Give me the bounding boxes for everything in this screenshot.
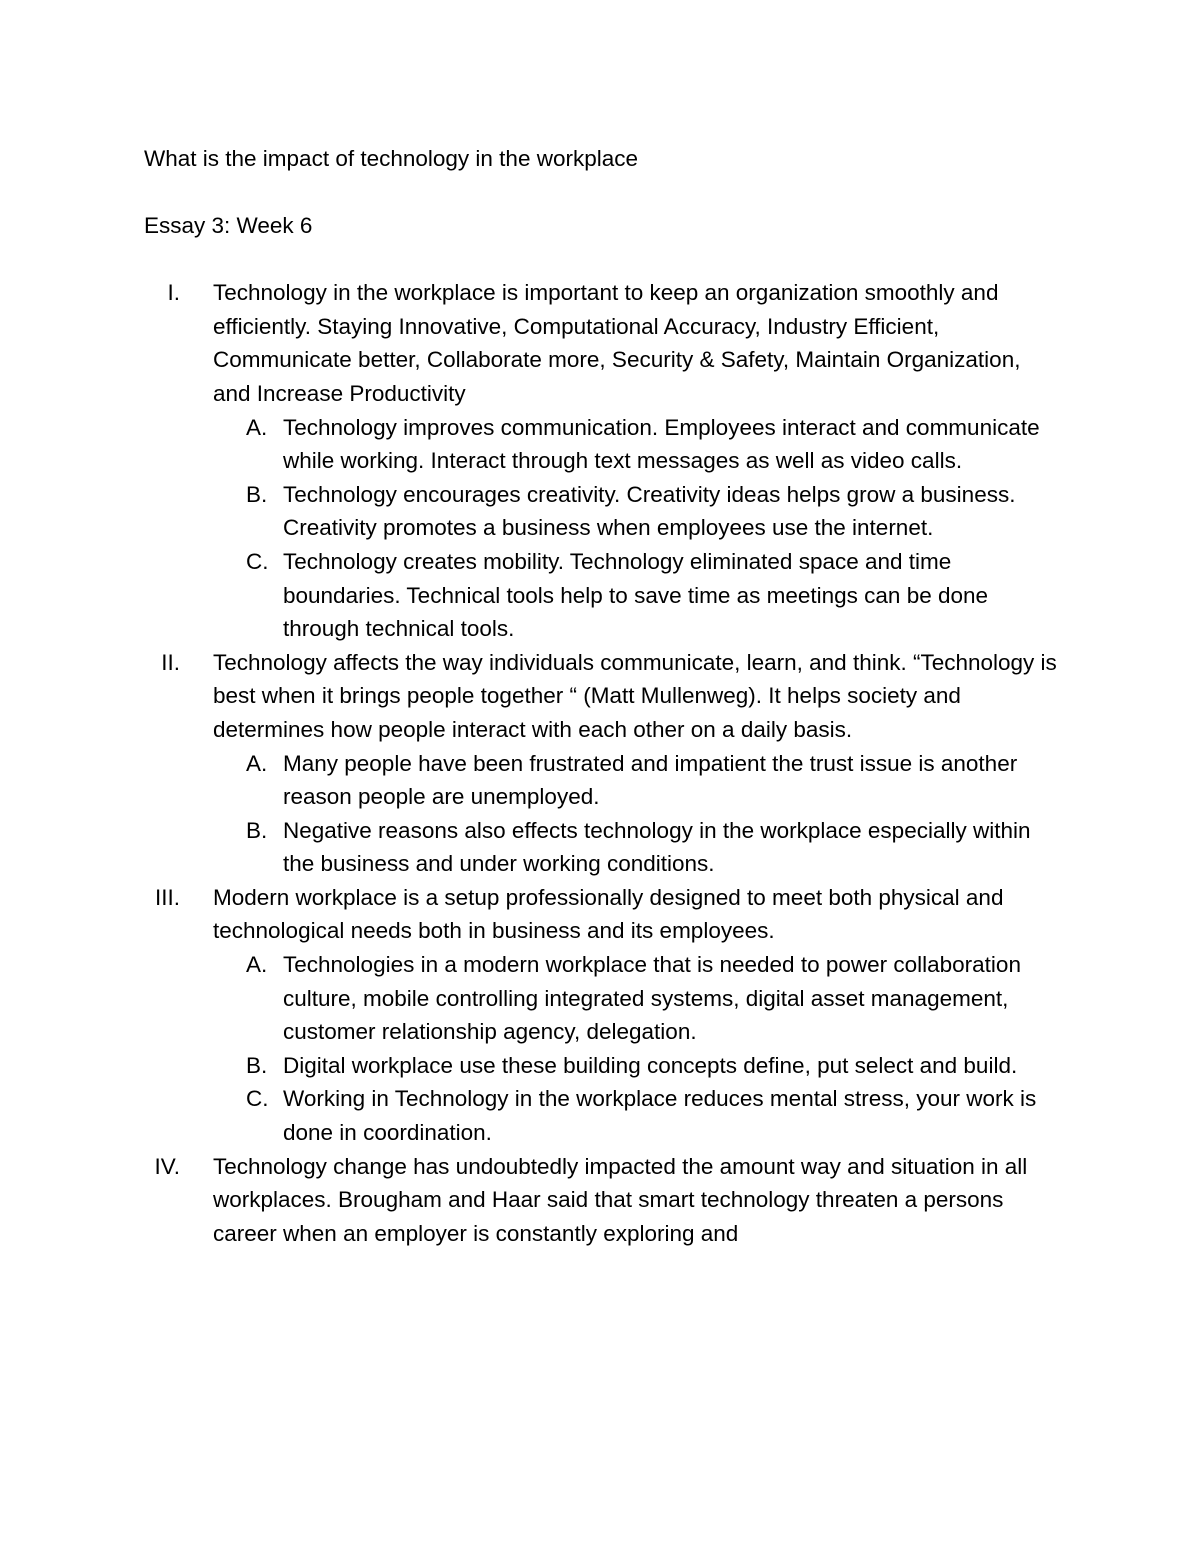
document-subtitle: Essay 3: Week 6 bbox=[144, 212, 313, 238]
outline-numeral: II. bbox=[161, 649, 180, 675]
subpoint-1b bbox=[213, 478, 1064, 545]
subpoint-letter: B. bbox=[246, 817, 268, 843]
outline-point-2 bbox=[144, 646, 1064, 881]
subpoint-2b bbox=[213, 814, 1064, 881]
outline-numeral: I. bbox=[167, 280, 180, 306]
subpoint-list bbox=[213, 948, 1064, 1150]
subpoint-text: Negative reasons also effects technology in the workplace especially within the business and under working conditions. bbox=[283, 817, 1031, 877]
subpoint-text: Technology improves communication. Employees interact and communicate while working. Interact through text messages as well as video calls. bbox=[283, 414, 1040, 474]
document-body bbox=[144, 142, 1064, 1250]
subpoint-text: Many people have been frustrated and impatient the trust issue is another reason people are unemployed. bbox=[283, 750, 1018, 810]
outline-point-text: Technology affects the way individuals communicate, learn, and think. “Technology is best when it brings people together “ (Matt Mullenweg). It helps society and determines how people interact with each other on a daily basis. bbox=[213, 649, 1057, 742]
outline-point-1 bbox=[144, 276, 1064, 646]
essay-outline bbox=[144, 276, 1064, 1250]
subpoint-list bbox=[213, 411, 1064, 646]
subpoint-3a bbox=[213, 948, 1064, 1049]
subpoint-text: Technology encourages creativity. Creativity ideas helps grow a business. Creativity promotes a business when employees use the internet. bbox=[283, 481, 1016, 541]
subpoint-list bbox=[213, 747, 1064, 881]
outline-point-4 bbox=[144, 1150, 1064, 1251]
subpoint-letter: A. bbox=[246, 750, 268, 776]
outline-numeral: IV. bbox=[154, 1153, 180, 1179]
subpoint-1c bbox=[213, 545, 1064, 646]
subpoint-letter: B. bbox=[246, 481, 268, 507]
subpoint-text: Technology creates mobility. Technology eliminated space and time boundaries. Technical tools help to save time as meetings can be done through technical tools. bbox=[283, 548, 989, 642]
subpoint-2a bbox=[213, 747, 1064, 814]
subpoint-letter: A. bbox=[246, 952, 268, 978]
subpoint-1a bbox=[213, 411, 1064, 478]
subpoint-text: Technologies in a modern workplace that is needed to power collaboration culture, mobile controlling integrated systems, digital asset management, customer relationship agency, delegation. bbox=[283, 952, 1021, 1045]
subpoint-letter: C. bbox=[246, 548, 269, 574]
subpoint-3c bbox=[213, 1082, 1064, 1149]
outline-point-text: Modern workplace is a setup professionally designed to meet both physical and technological needs both in business and its employees. bbox=[213, 884, 1004, 944]
outline-point-text: Technology in the workplace is important to keep an organization smoothly and efficiently. Staying Innovative, Computational Accuracy, Industry Efficient, Communicate better, Collaborate more, Security & Safety, Maintain Organization, and Increase Productivity bbox=[213, 280, 1021, 406]
subpoint-text: Digital workplace use these building concepts define, put select and build. bbox=[283, 1052, 1018, 1078]
subpoint-letter: A. bbox=[246, 414, 268, 440]
subpoint-text: Working in Technology in the workplace reduces mental stress, your work is done in coordination. bbox=[283, 1086, 1037, 1146]
outline-numeral: III. bbox=[154, 884, 180, 910]
subpoint-letter: B. bbox=[246, 1052, 268, 1078]
outline-point-3 bbox=[144, 881, 1064, 1150]
subpoint-letter: C. bbox=[246, 1086, 269, 1112]
document-title: What is the impact of technology in the workplace bbox=[144, 146, 639, 171]
subpoint-3b bbox=[213, 1049, 1064, 1083]
outline-point-text: Technology change has undoubtedly impacted the amount way and situation in all workplaces. Brougham and Haar said that smart technology threaten a persons career when an employer is constantly exploring and bbox=[213, 1153, 1028, 1246]
